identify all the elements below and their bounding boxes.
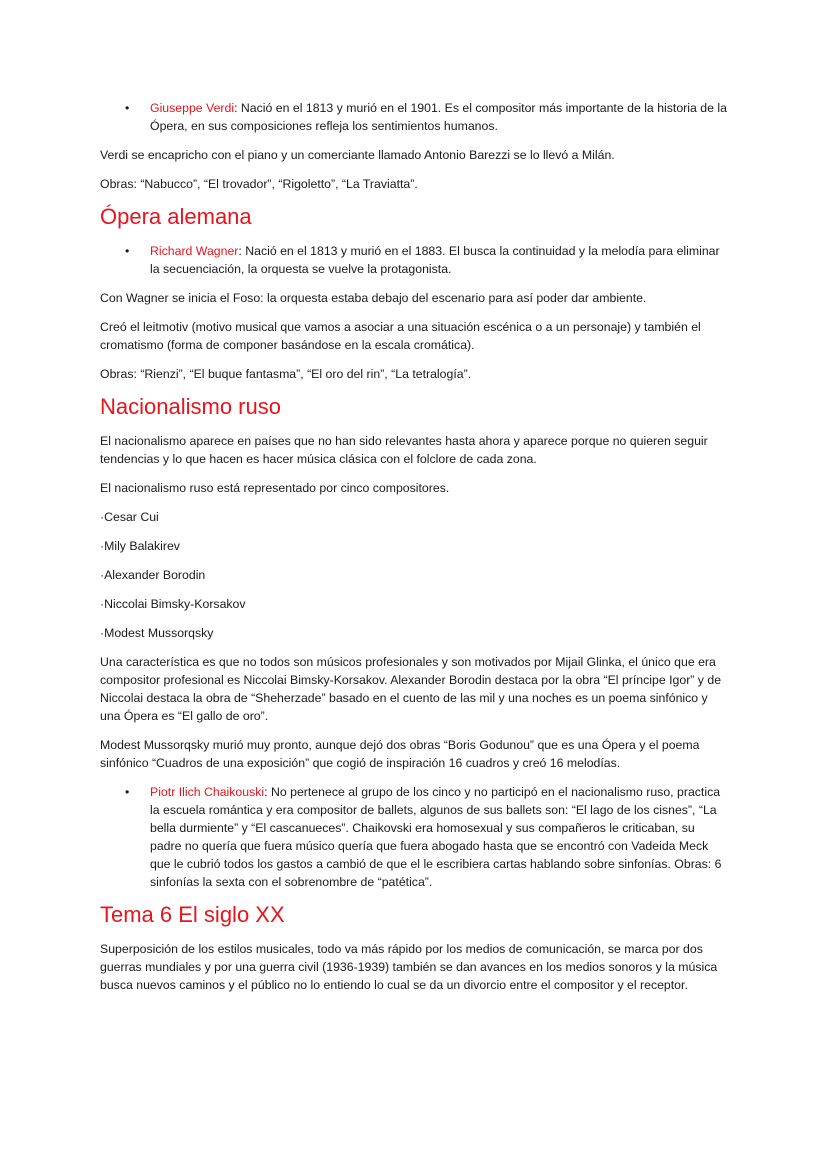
heading-tema-6: Tema 6 El siglo XX bbox=[100, 902, 285, 927]
wagner-description: : Nació en el 1813 y murió en el 1883. El busca la continuidad y la melodía para eliminar la secuenciación, la orquesta se vuelve la protagonista. bbox=[150, 244, 720, 276]
heading-opera-alemana: Ópera alemana bbox=[100, 204, 252, 229]
composer-name-wagner: Richard Wagner bbox=[150, 244, 239, 258]
nacionalismo-paragraph-3: Una característica es que no todos son músicos profesionales y son motivados por Mijail Glinka, el único que era compositor profesional es Niccolai Bimsky-Korsakov. Alexander Borodin destaca por la obra “El príncipe Igor” y de Niccolai destaca la obra de “Sheherzade” basado en el cuento de las mil y una noches es un poema sinfónico y una Ópera es “El gallo de oro”. bbox=[100, 655, 722, 723]
composer-list-item: ·Cesar Cui bbox=[100, 510, 159, 524]
nacionalismo-paragraph-2: El nacionalismo ruso está representado por cinco compositores. bbox=[100, 481, 450, 495]
nacionalismo-paragraph-1: El nacionalismo aparece en países que no han sido relevantes hasta ahora y aparece porque no quieren seguir tendencias y lo que hacen es hacer música clásica con el folclore de cada zona. bbox=[100, 434, 708, 466]
bullet-dot: • bbox=[125, 101, 130, 115]
verdi-paragraph: Verdi se encapricho con el piano y un comerciante llamado Antonio Barezzi se lo llevó a Milán. bbox=[100, 148, 615, 162]
wagner-works: Obras: “Rienzi”, “El buque fantasma”, “El oro del rin”, “La tetralogía”. bbox=[100, 367, 472, 381]
composer-name-verdi: Giuseppe Verdi bbox=[150, 101, 235, 115]
composer-list-item: ·Alexander Borodin bbox=[100, 568, 206, 582]
chaikouski-description: : No pertenece al grupo de los cinco y no participó en el nacionalismo ruso, practica la escuela romántica y era compositor de ballets, algunos de sus ballets son: “El lago de los cisnes”, “La bella durmiente” y “El cascanueces”. Chaikovski era homosexual y sus compañeros le criticaban, su padre no quería que fuera músico quería que fuera abogado hasta que se encontró con Vadeida Meck que le cubrió todos los gastos a cambió de que el le escribiera cartas hablando sobre sinfonías. Obras: 6 sinfonías la sexta con el sobrenombre de “patética”. bbox=[150, 785, 722, 889]
composer-list-item: ·Niccolai Bimsky-Korsakov bbox=[100, 597, 246, 611]
bullet-wagner bbox=[100, 242, 728, 278]
bullet-dot: • bbox=[125, 244, 130, 258]
verdi-works: Obras: “Nabucco”, “El trovador”, “Rigoletto”, “La Traviatta”. bbox=[100, 177, 418, 191]
nacionalismo-paragraph-4: Modest Mussorqsky murió muy pronto, aunque dejó dos obras “Boris Godunou” que es una Ópera y el poema sinfónico “Cuadros de una exposición” que cogió de inspiración 16 cuadros y creó 16 melodías. bbox=[100, 738, 700, 770]
composer-list-item: ·Mily Balakirev bbox=[100, 539, 180, 553]
wagner-paragraph-leitmotiv: Creó el leitmotiv (motivo musical que vamos a asociar a una situación escénica o a un personaje) y también el cromatismo (forma de componer basándose en la escala cromática). bbox=[100, 320, 701, 352]
bullet-dot: • bbox=[125, 785, 130, 799]
wagner-paragraph-foso: Con Wagner se inicia el Foso: la orquesta estaba debajo del escenario para así poder dar ambiente. bbox=[100, 291, 647, 305]
composer-list-item: ·Modest Mussorqsky bbox=[100, 626, 214, 640]
tema6-paragraph: Superposición de los estilos musicales, todo va más rápido por los medios de comunicación, se marca por dos guerras mundiales y por una guerra civil (1936-1939) también se dan avances en los medios sonoros y la música busca nuevos caminos y el público no lo entiendo lo cual se da un divorcio entre el compositor y el receptor. bbox=[100, 942, 718, 992]
composer-name-chaikouski: Piotr Ilich Chaikouski bbox=[150, 785, 265, 799]
bullet-chaikouski bbox=[100, 783, 728, 891]
bullet-verdi bbox=[100, 99, 728, 135]
verdi-description: : Nació en el 1813 y murió en el 1901. Es el compositor más importante de la historia de la Ópera, en sus composiciones refleja los sentimientos humanos. bbox=[150, 101, 727, 133]
heading-nacionalismo-ruso: Nacionalismo ruso bbox=[100, 394, 281, 419]
